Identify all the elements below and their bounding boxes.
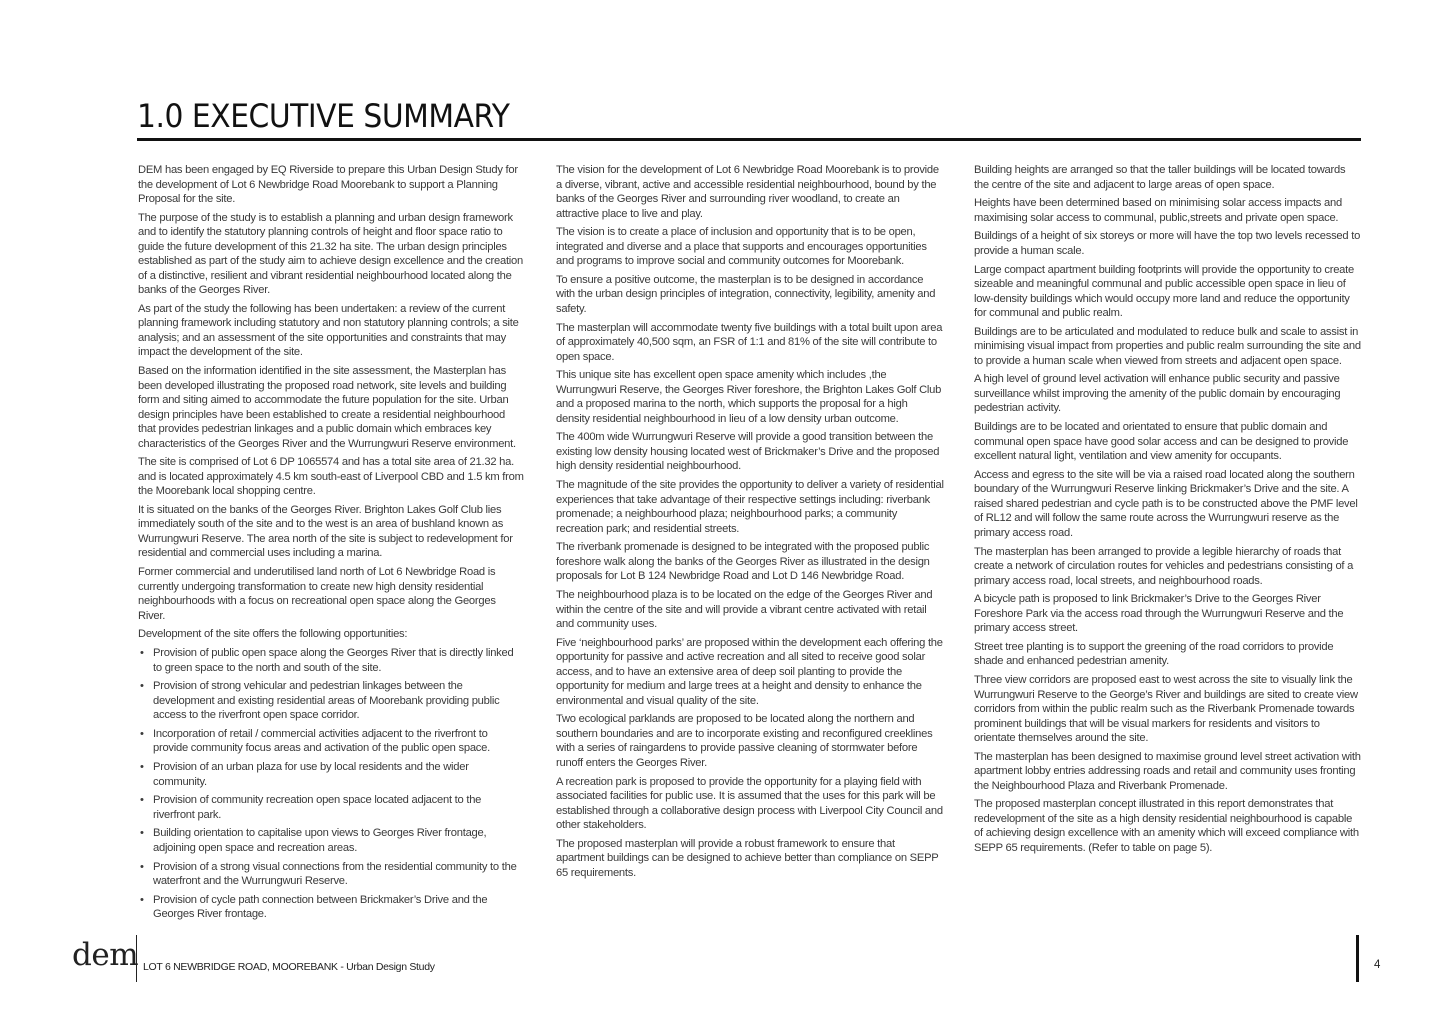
paragraph: Three view corridors are proposed east to west across the site to visually link the Wurrungwuri Reserve to the George’s River and buildings are sited to create view corridors from within the public realm such as the Riverbank Promenade towards prominent buildings that will be visual markers for residents and visitors to orientate themselves around the site. [974, 674, 1358, 745]
list-item: • Provision of an urban plaza for use by local residents and the wider community. [138, 760, 524, 789]
paragraph: The masterplan has been arranged to provide a legible hierarchy of roads that create a network of circulation routes for vehicles and pedestrians consisting of a primary access road, local streets, and neighbourhood roads. [974, 545, 1354, 587]
paragraph: Large compact apartment building footprints will provide the opportunity to create sizeable and meaningful communal and public accessible open space in lieu of low-density buildings which would occupy more land and reduce the opportunity for communal and public realm. [974, 263, 1354, 320]
paragraph: The masterplan has been designed to maximise ground level street activation with apartment lobby entries addressing roads and retail and community uses fronting the Neighbourhood Plaza and Riverbank Promenade. [974, 750, 1361, 792]
paragraph: A bicycle path is proposed to link Brickmaker’s Drive to the Georges River Foreshore Park via the access road through the Wurrungwuri Reserve and the primary access street. [974, 593, 1344, 635]
paragraph: The riverbank promenade is designed to be integrated with the proposed public foreshore walk along the banks of the Georges River as illustrated in the design proposals for Lot B 124 Newbridge Road and Lot D 146 Newbridge Road. [556, 541, 930, 583]
paragraph: The neighbourhood plaza is to be located on the edge of the Georges River and within the centre of the site and will provide a vibrant centre activated with retail and community uses. [556, 589, 933, 630]
paragraph: The magnitude of the site provides the opportunity to deliver a variety of residential experiences that take advantage of their respective settings including: riverbank promenade; a neighbourhood plaza; neighbourhood parks; a community recreation park; and residential streets. [556, 479, 944, 535]
footer-divider [136, 935, 137, 982]
title-rule [137, 138, 1361, 141]
paragraph: Two ecological parklands are proposed to be located along the northern and southern boundaries and are to incorporate existing and reconfigured creeklines with a series of raingardens to provide passive cleaning of stormwater before runoff enters the Georges River. [556, 713, 933, 769]
paragraph: Building heights are arranged so that the taller buildings will be located towards the centre of the site and adjacent to large areas of open space. [974, 164, 1346, 191]
list-item: • Provision of a strong visual connections from the residential community to the waterfront and the Wurrungwuri Reserve. [138, 860, 524, 889]
opportunities-list [138, 646, 524, 922]
paragraph: A recreation park is proposed to provide the opportunity for a playing field with associated facilities for public use. It is assumed that the uses for this park will be established through a collaborative design process with Liverpool City Council and other stakeholders. [556, 775, 943, 832]
column-middle [556, 163, 944, 884]
page-title: 1.0 EXECUTIVE SUMMARY [137, 97, 510, 135]
paragraph: DEM has been engaged by EQ Riverside to prepare this Urban Design Study for the development of Lot 6 Newbridge Road Moorebank to support a Planning Proposal for the site. [138, 164, 518, 205]
paragraph: It is situated on the banks of the Georges River. Brighton Lakes Golf Club lies immediately south of the site and to the west is an area of bushland known as Wurrungwuri Reserve. The area north of the site is subject to redevelopment for residential and commercial uses including a marina. [138, 503, 513, 560]
paragraph: The vision for the development of Lot 6 Newbridge Road Moorebank is to provide a diverse, vibrant, active and accessible residential neighbourhood, bound by the banks of the Georges River and surrounding river woodland, to create an attractive place to live and play. [556, 164, 939, 220]
list-item: • Provision of cycle path connection between Brickmaker’s Drive and the Georges River frontage. [138, 893, 524, 922]
list-item: • Provision of strong vehicular and pedestrian linkages between the development and existing residential areas of Moorebank providing public access to the riverfront open space corridor. [138, 679, 524, 723]
paragraph: A high level of ground level activation will enhance public security and passive surveillance whilst improving the amenity of the public domain by encouraging pedestrian activity. [974, 373, 1341, 415]
paragraph: The masterplan will accommodate twenty five buildings with a total built upon area of approximately 40,500 sqm, an FSR of 1:1 and 81% of the site will contribute to open space. [556, 321, 943, 363]
paragraph: Buildings of a height of six storeys or more will have the top two levels recessed to provide a human scale. [974, 230, 1361, 257]
paragraph: Buildings are to be articulated and modulated to reduce bulk and scale to assist in minimising visual impact from properties and public realm surrounding the site and to provide a human scale when viewed from streets and adjacent open space. [974, 325, 1361, 367]
column-right [974, 163, 1362, 860]
paragraph: Heights have been determined based on minimising solar access impacts and maximising solar access to communal, public,streets and private open space. [974, 197, 1342, 224]
paragraph: Access and egress to the site will be via a raised road located along the southern boundary of the Wurrungwuri Reserve linking Brickmaker’s Drive and the site. A raised shared pedestrian and cycle path is to be constructed above the PMF level of RL12 and will follow the same route across the Wurrungwuri reserve as the primary access road. [974, 468, 1358, 539]
paragraph: The proposed masterplan concept illustrated in this report demonstrates that redevelopment of the site as a high density residential neighbourhood is capable of achieving design excellence with an amenity which will exceed compliance with SEPP 65 requirements. (Refer to table on page 5). [974, 798, 1359, 854]
list-item: • Provision of public open space along the Georges River that is directly linked to green space to the north and south of the site. [138, 646, 524, 675]
list-item: • Provision of community recreation open space located adjacent to the riverfront park. [138, 793, 524, 822]
footer-document-title: LOT 6 NEWBRIDGE ROAD, MOOREBANK - Urban Design Study [143, 961, 435, 973]
list-item: • Building orientation to capitalise upon views to Georges River frontage, adjoining open space and recreation areas. [138, 826, 524, 855]
paragraph: To ensure a positive outcome, the masterplan is to be designed in accordance with the urban design principles of integration, connectivity, legibility, amenity and safety. [556, 273, 936, 315]
paragraph: As part of the study the following has been undertaken: a review of the current planning framework including statutory and non statutory planning controls; a site analysis; and an assessment of the site opportunities and constraints that may impact the development of the site. [138, 302, 519, 359]
column-left [138, 163, 524, 926]
list-item: • Incorporation of retail / commercial activities adjacent to the riverfront to provide community focus areas and activation of the public open space. [138, 727, 524, 756]
paragraph: The 400m wide Wurrungwuri Reserve will provide a good transition between the existing low density housing located west of Brickmaker’s Drive and the proposed high density residential neighbourhood. [556, 431, 940, 473]
paragraph: Based on the information identified in the site assessment, the Masterplan has been developed illustrating the proposed road network, site levels and building form and siting aimed to accommodate the future population for the site. Urban design principles have been established to create a residential neighbourhood that provides pedestrian linkages and a public domain which embraces key characteristics of the Georges River and the Wurrungwuri Reserve environment. [138, 365, 516, 450]
paragraph: This unique site has excellent open space amenity which includes ,the Wurrungwuri Reserve, the Georges River foreshore, the Brighton Lakes Golf Club and a proposed marina to the north, which supports the proposal for a high density residential neighbourhood in lieu of a low density urban outcome. [556, 369, 942, 425]
paragraph: Former commercial and underutilised land north of Lot 6 Newbridge Road is currently undergoing transformation to create new high density residential neighbourhoods with a focus on recreational open space along the Georges River. [138, 566, 496, 622]
paragraph: The purpose of the study is to establish a planning and urban design framework and to identify the statutory planning controls of height and floor space ratio to guide the future development of this 21.32 ha site. The urban design principles established as part of the study aim to achieve design excellence and the creation of a distinctive, resilient and vibrant residential neighbourhood located along the banks of the Georges River. [138, 211, 523, 297]
paragraph: The proposed masterplan will provide a robust framework to ensure that apartment buildings can be designed to achieve better than compliance on SEPP 65 requirements. [556, 837, 939, 879]
dem-logo: dem [72, 937, 139, 973]
paragraph: The site is comprised of Lot 6 DP 1065574 and has a total site area of 21.32 ha. and is located approximately 4.5 km south-east of Liverpool CBD and 1.5 km from the Moorebank local shopping centre. [138, 456, 524, 498]
paragraph: The vision is to create a place of inclusion and opportunity that is to be open, integrated and diverse and a place that supports and encourages opportunities and programs to improve social and community outcomes for Moorebank. [556, 226, 927, 268]
paragraph: Street tree planting is to support the greening of the road corridors to provide shade and enhanced pedestrian amenity. [974, 640, 1334, 668]
paragraph: Buildings are to be located and orientated to ensure that public domain and communal open space have good solar access and can be designed to provide excellent natural light, ventilation and view amenity for occupants. [974, 421, 1349, 463]
page-number-divider [1356, 935, 1359, 982]
paragraph: Five ‘neighbourhood parks’ are proposed within the development each offering the opportunity for passive and active recreation and all sited to receive good solar access, and to have an extensive area of deep soil planting to provide the opportunity for medium and large trees at a height and density to enhance the environmental and visual quality of the site. [556, 636, 943, 707]
page-number: 4 [1374, 959, 1381, 971]
paragraph: Development of the site offers the following opportunities: [138, 628, 408, 641]
